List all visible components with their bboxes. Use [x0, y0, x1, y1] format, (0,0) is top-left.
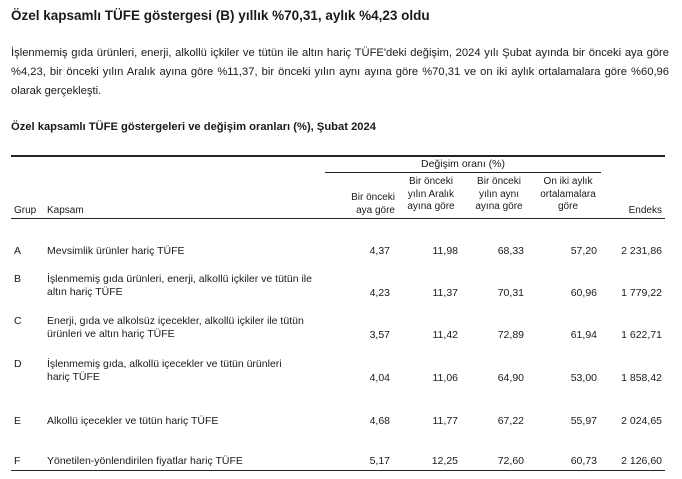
row-a-twelve-month-avg: 57,20: [570, 245, 597, 257]
row-d-kapsam: İşlenmemiş gıda, alkollü içecekler ve tütün ürünleri hariç TÜFE: [47, 358, 282, 383]
row-c-kapsam: Enerji, gıda ve alkolsüz içecekler, alkollü içkiler ile tütün ürünleri ve altın hariç TÜFE: [47, 315, 304, 340]
row-d-prev-december: 11,06: [432, 372, 458, 384]
row-b-prev-december: 11,37: [432, 287, 458, 299]
row-d-grup: D: [14, 358, 22, 370]
row-b-kapsam: İşlenmemiş gıda ürünleri, enerji, alkollü içkiler ve tütün ile altın hariç TÜFE: [47, 273, 312, 298]
row-c-grup: C: [14, 315, 22, 327]
table-title: Özel kapsamlı TÜFE göstergeleri ve değişim oranları (%), Şubat 2024: [11, 121, 376, 133]
page-title: Özel kapsamlı TÜFE göstergesi (B) yıllık %70,31, aylık %4,23 oldu: [11, 8, 430, 23]
table-header-rule: [11, 218, 665, 219]
row-a-grup: A: [14, 245, 22, 257]
row-d-endeks: 1 858,42: [621, 372, 662, 384]
row-b-twelve-month-avg: 60,96: [570, 287, 597, 299]
table-bottom-rule: [11, 470, 665, 471]
row-d-twelve-month-avg: 53,00: [570, 372, 597, 384]
row-c-prev-month: 3,57: [369, 329, 390, 341]
col-header-endeks: Endeks: [628, 205, 662, 216]
col-header-grup: Grup: [14, 205, 37, 216]
col-header-prev-month: Bir önceki aya göre: [351, 192, 395, 216]
col-header-prev-year-month: Bir önceki yılın aynı ayına göre: [475, 176, 523, 212]
row-b-endeks: 1 779,22: [621, 287, 662, 299]
col-header-twelve-month-avg: On iki aylık ortalamalara göre: [540, 176, 596, 212]
row-e-prev-month: 4,68: [369, 415, 390, 427]
row-a-endeks: 2 231,86: [621, 245, 662, 257]
row-c-twelve-month-avg: 61,94: [570, 329, 597, 341]
table-top-rule: [11, 155, 665, 157]
row-d-prev-year-month: 64,90: [497, 372, 524, 384]
row-f-endeks: 2 126,60: [621, 455, 662, 467]
row-e-prev-december: 11,77: [432, 415, 458, 427]
row-b-prev-month: 4,23: [369, 287, 390, 299]
row-f-kapsam: Yönetilen-yönlendirilen fiyatlar hariç TÜFE: [47, 455, 243, 467]
row-e-twelve-month-avg: 55,97: [570, 415, 597, 427]
row-b-grup: B: [14, 273, 22, 285]
col-header-prev-december: Bir önceki yılın Aralık ayına göre: [407, 176, 455, 212]
row-d-prev-month: 4,04: [369, 372, 390, 384]
row-c-endeks: 1 622,71: [621, 329, 662, 341]
row-f-prev-month: 5,17: [369, 455, 390, 467]
row-a-prev-year-month: 68,33: [497, 245, 524, 257]
row-e-endeks: 2 024,65: [621, 415, 662, 427]
row-f-prev-december: 12,25: [431, 455, 458, 467]
group-header-change-rate: Değişim oranı (%): [420, 158, 506, 170]
col-header-kapsam: Kapsam: [47, 205, 84, 216]
row-a-prev-month: 4,37: [369, 245, 390, 257]
row-f-grup: F: [14, 455, 21, 467]
row-c-prev-december: 11,42: [432, 329, 458, 341]
row-e-prev-year-month: 67,22: [497, 415, 524, 427]
row-c-prev-year-month: 72,89: [497, 329, 524, 341]
row-f-prev-year-month: 72,60: [497, 455, 524, 467]
group-header-rule: [325, 172, 601, 173]
row-e-kapsam: Alkollü içecekler ve tütün hariç TÜFE: [47, 415, 219, 427]
row-e-grup: E: [14, 415, 22, 427]
row-f-twelve-month-avg: 60,73: [570, 455, 597, 467]
row-a-kapsam: Mevsimlik ürünler hariç TÜFE: [47, 245, 185, 257]
row-a-prev-december: 11,98: [432, 245, 458, 257]
summary-paragraph: İşlenmemiş gıda ürünleri, enerji, alkollü içkiler ve tütün ile altın hariç TÜFE'deki değişim, 2024 yılı Şubat ayında bir önceki aya göre %4,23, bir önceki yılın Aralık ayına göre %11,37, bir önceki yılın aynı ayına göre %70,31 ve on iki aylık ortalamalara göre %60,96 olarak gerçekleşti.: [11, 47, 669, 97]
row-b-prev-year-month: 70,31: [497, 287, 524, 299]
